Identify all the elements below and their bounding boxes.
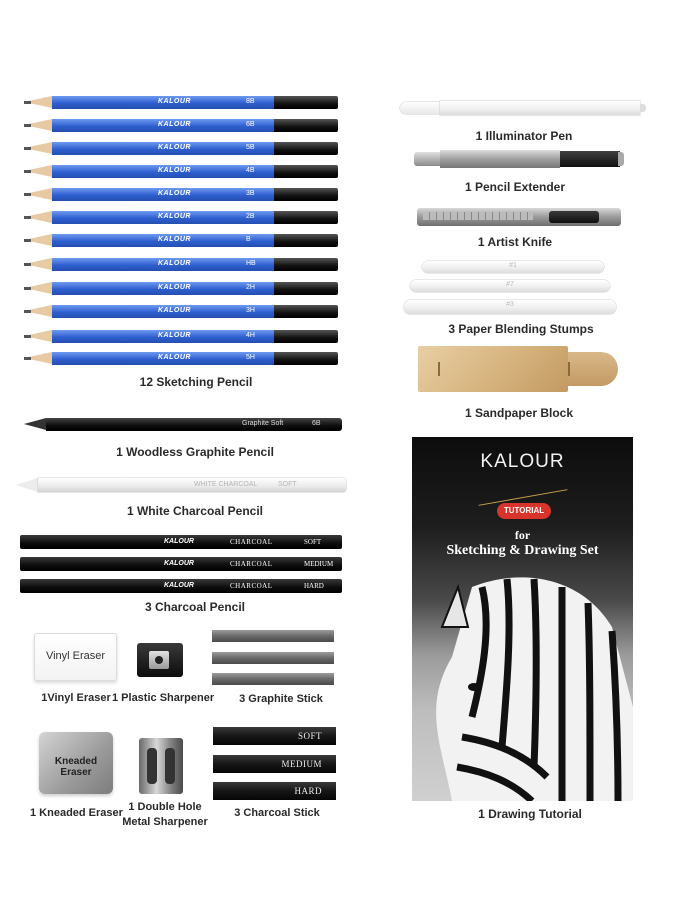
pencil-extender-caption: 1 Pencil Extender — [464, 180, 566, 194]
white-charcoal-label: WHITE CHARCOAL — [194, 481, 258, 488]
blending-stump — [422, 261, 604, 273]
blending-stump — [404, 300, 616, 314]
graphite-stick-caption: 3 Graphite Stick — [239, 693, 323, 705]
sketch-pencil — [24, 330, 338, 343]
vinyl-eraser-label: Vinyl Eraser — [45, 650, 106, 662]
charcoal-pencil-brand: KALOUR — [164, 538, 194, 545]
blending-stumps-caption: 3 Paper Blending Stumps — [448, 322, 594, 336]
metal-sharpener — [139, 738, 183, 794]
charcoal-pencil-grade: SOFT — [304, 538, 322, 546]
vinyl-eraser — [34, 633, 117, 681]
pencil-brand: KALOUR — [158, 213, 191, 220]
pencil-grade: 4B — [246, 167, 255, 174]
graphite-stick — [212, 673, 334, 685]
pencil-grade: 4H — [246, 332, 255, 339]
pencil-brand: KALOUR — [158, 98, 191, 105]
kneaded-eraser-label: Kneaded Eraser — [54, 756, 98, 778]
sketch-pencil — [24, 96, 338, 109]
woodless-label: Graphite Soft — [242, 420, 284, 427]
tutorial-brand: KALOUR — [480, 451, 565, 472]
tutorial-for: for — [514, 528, 531, 542]
metal-sharpener-caption-2: Metal Sharpener — [122, 816, 208, 828]
sketch-pencil — [24, 234, 338, 247]
woodless-grade: 6B — [312, 420, 321, 427]
stump-label: #3 — [506, 301, 514, 308]
sketch-pencil — [24, 282, 338, 295]
metal-sharpener-caption-1: 1 Double Hole — [128, 801, 202, 813]
pencil-brand: KALOUR — [158, 260, 191, 267]
pencil-grade: HB — [246, 260, 256, 267]
charcoal-pencil-grade: HARD — [304, 582, 324, 590]
pencil-grade: 3H — [246, 307, 255, 314]
pencil-grade: 5H — [246, 354, 255, 361]
charcoal-stick — [213, 755, 336, 773]
sketch-pencil — [24, 142, 338, 155]
plastic-sharpener — [137, 643, 183, 677]
pencil-grade: 2H — [246, 284, 255, 291]
charcoal-pencil-label: CHARCOAL — [230, 560, 273, 568]
woodless-caption: 1 Woodless Graphite Pencil — [116, 445, 274, 459]
charcoal-pencil-label: CHARCOAL — [230, 582, 273, 590]
sketch-pencil — [24, 188, 338, 201]
charcoal-pencil — [20, 557, 342, 571]
charcoal-pencil-brand: KALOUR — [164, 582, 194, 589]
pencil-grade: 3B — [246, 190, 255, 197]
sandpaper-block — [418, 346, 618, 392]
zebra-illustration — [412, 567, 633, 801]
charcoal-pencil-caption: 3 Charcoal Pencil — [144, 600, 246, 614]
pencil-brand: KALOUR — [158, 236, 191, 243]
sketch-pencil — [24, 119, 338, 132]
charcoal-stick-grade: HARD — [294, 786, 322, 796]
sketch-pencil-caption: 12 Sketching Pencil — [139, 375, 253, 389]
pencil-grade: B — [246, 236, 251, 243]
woodless-graphite-pencil — [24, 418, 342, 431]
pencil-brand: KALOUR — [158, 121, 191, 128]
kneaded-eraser — [39, 732, 113, 794]
sketch-pencil — [24, 211, 338, 224]
sketch-pencil — [24, 305, 338, 318]
pencil-brand: KALOUR — [158, 307, 191, 314]
pencil-grade: 5B — [246, 144, 255, 151]
white-charcoal-pencil — [16, 478, 346, 492]
drawing-tutorial-caption: 1 Drawing Tutorial — [478, 807, 582, 821]
artist-knife-caption: 1 Artist Knife — [477, 235, 553, 249]
kneaded-eraser-caption: 1 Kneaded Eraser — [30, 807, 123, 819]
sketch-pencil — [24, 352, 338, 365]
pencil-grade: 2B — [246, 213, 255, 220]
tutorial-title: Sketching & Drawing Set — [446, 543, 599, 558]
graphite-stick — [212, 630, 334, 642]
pencil-brand: KALOUR — [158, 354, 191, 361]
graphite-stick — [212, 652, 334, 664]
pencil-brand: KALOUR — [158, 284, 191, 291]
illuminator-pen-caption: 1 Illuminator Pen — [475, 129, 573, 143]
charcoal-stick — [213, 782, 336, 800]
white-charcoal-caption: 1 White Charcoal Pencil — [126, 504, 264, 518]
sketch-pencil — [24, 258, 338, 271]
white-charcoal-grade: SOFT — [278, 481, 297, 488]
pencil-extender — [414, 150, 624, 168]
charcoal-stick-grade: SOFT — [297, 731, 322, 741]
plastic-sharpener-caption: 1 Plastic Sharpener — [112, 692, 215, 704]
blending-stump — [410, 280, 610, 292]
pencil-grade: 6B — [246, 121, 255, 128]
stump-label: #1 — [509, 262, 517, 269]
pencil-brand: KALOUR — [158, 167, 191, 174]
illuminator-pen — [400, 101, 646, 115]
sandpaper-block-caption: 1 Sandpaper Block — [464, 406, 574, 420]
charcoal-pencil — [20, 535, 342, 549]
pencil-brand: KALOUR — [158, 332, 191, 339]
drawing-tutorial-book — [412, 437, 633, 801]
artist-knife — [417, 206, 621, 228]
charcoal-pencil — [20, 579, 342, 593]
tutorial-badge: TUTORIAL — [497, 503, 551, 519]
charcoal-pencil-grade: MEDIUM — [304, 560, 334, 568]
vinyl-eraser-caption: 1Vinyl Eraser — [41, 692, 111, 704]
pencil-brand: KALOUR — [158, 190, 191, 197]
sketch-pencil — [24, 165, 338, 178]
stump-label: #7 — [506, 281, 514, 288]
charcoal-pencil-label: CHARCOAL — [230, 538, 273, 546]
charcoal-stick-grade: MEDIUM — [281, 759, 322, 769]
pencil-brand: KALOUR — [158, 144, 191, 151]
charcoal-stick — [213, 727, 336, 745]
charcoal-pencil-brand: KALOUR — [164, 560, 194, 567]
charcoal-stick-caption: 3 Charcoal Stick — [234, 807, 320, 819]
pencil-grade: 8B — [246, 98, 255, 105]
